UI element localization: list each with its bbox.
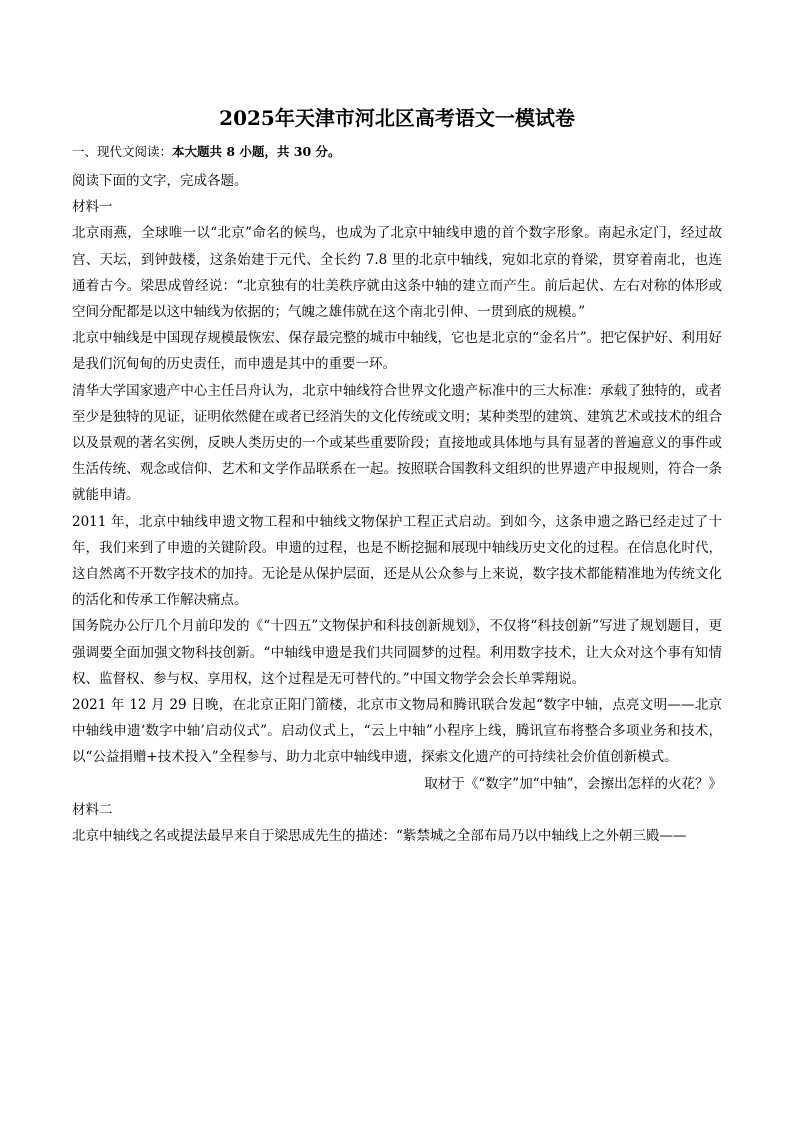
reading-instruction: 阅读下面的文字，完成各题。: [72, 173, 248, 189]
material-1-paragraph-2: 北京中轴线是中国现存规模最恢宏、保存最完整的城市中轴线，它也是北京的“金名片”。把它保护好、利用好是我们沉甸甸的历史责任，而申遗是其中的重要一环。: [72, 330, 722, 373]
material-1-paragraph-5: 国务院办公厅几个月前印发的《“十四五”文物保护和科技创新规划》，不仅将“科技创新”写进了规划题目，更强调要全面加强文物科技创新。“中轴线申遗是我们共同圆梦的过程。利用数字技术，让大众对这个事有知情权、监督权、参与权、享用权，这个过程是无可替代的。”中国文物学会会长单霁翔说。: [72, 618, 722, 687]
material-2-first-line: 北京中轴线之名或提法最早来自于梁思成先生的描述：“紫禁城之全部布局乃以中轴线上之外朝三殿——: [72, 828, 687, 845]
material-1-paragraph-3: 清华大学国家遗产中心主任吕舟认为，北京中轴线符合世界文化遗产标准中的三大标准：承载了独特的，或者至少是独特的见证，证明依然健在或者已经消失的文化传统或文明；某种类型的建筑、建筑艺术或技术的组合以及景观的著名实例，反映人类历史的一个或某些重要阶段；直接地或具体地与具有显著的普遍意义的事件或生活传统、观念或信仰、艺术和文学作品联系在一起。按照联合国教科文组织的世界遗产申报规则，符合一条就能申请。: [72, 382, 722, 504]
material-1-paragraph-4: 2011 年，北京中轴线申遗文物工程和中轴线文物保护工程正式启动。到如今，这条申遗之路已经走过了十年，我们来到了申遗的关键阶段。申遗的过程，也是不断挖掘和展现中轴线历史文化的过程。在信息化时代，这自然离不开数字技术的加持。无论是从保护层面，还是从公众参与上来说，数字技术都能精准地为传统文化的活化和传承工作解决痛点。: [72, 513, 722, 609]
material-1-paragraph-1: 北京雨燕，全球唯一以“北京”命名的候鸟，也成为了北京中轴线申遗的首个数字形象。南起永定门，经过故宫、天坛，到钟鼓楼，这条始建于元代、全长约 7.8 里的北京中轴线，宛如北京的脊梁，贯穿着南北，也连通着古今。梁思成曾经说：“北京独有的壮美秩序就由这条中轴的建立而产生。前后起伏、左右对称的体形或空间分配都是以这中轴线为依据的；气魄之雄伟就在这个南北引伸、一贯到底的规模。”: [72, 225, 722, 321]
section-heading-prefix: 一、现代文阅读：: [72, 144, 173, 159]
exam-title: 2025年天津市河北区高考语文一模试卷: [219, 106, 575, 130]
exam-content: [72, 140, 722, 849]
section-heading: [72, 140, 722, 164]
material-1-source: 取材于《“数字”加“中轴”，会擦出怎样的火花？》: [424, 775, 722, 792]
material-1-label: 材料一: [72, 199, 113, 216]
material-2-label: 材料二: [72, 801, 113, 818]
material-1-paragraph-6: 2021 年 12 月 29 日晚，在北京正阳门箭楼，北京市文物局和腾讯联合发起“数字中轴，点亮文明——北京中轴线申遗‘数字中轴’启动仪式”。启动仪式上，“云上中轴”小程序上线，腾讯宣布将整合多项业务和技术，以“公益捐赠+技术投入”全程参与、助力北京中轴线申遗，探索文化遗产的可持续社会价值创新模式。: [72, 697, 722, 766]
section-heading-rest: 本大题共 8 小题，共 30 分。: [172, 144, 341, 159]
